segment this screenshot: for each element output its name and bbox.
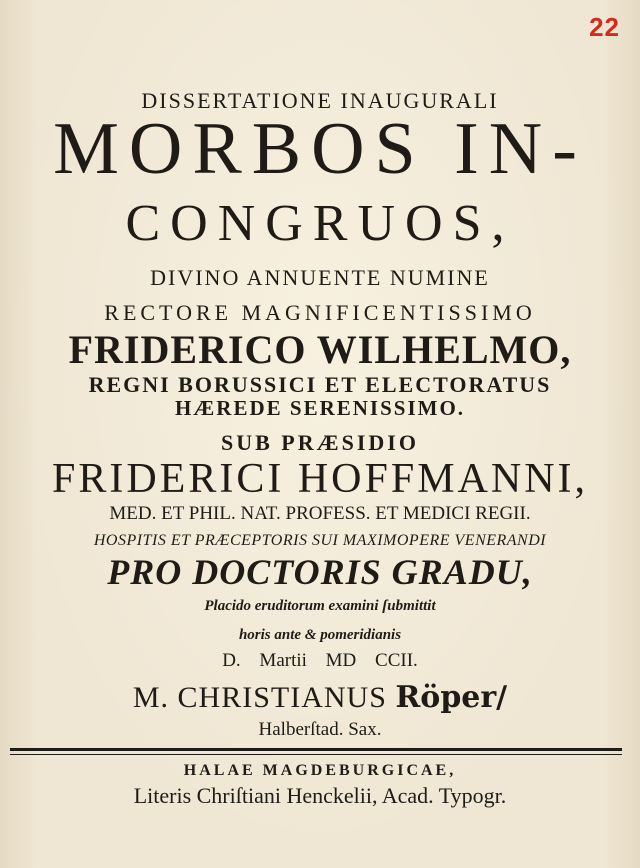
title-line-1: MORBOS IN- — [53, 108, 587, 190]
rector-title-1: REGNI BORUSSICI ET ELECTORATUS — [88, 372, 552, 397]
degree-line: PRO DOCTORIS GRADU, — [107, 552, 533, 592]
invocation-line: DIVINO ANNUENTE NUMINE — [150, 265, 490, 290]
author-prefix: M. CHRISTIANUS — [132, 681, 387, 714]
shelfmark-number: 22 — [589, 12, 620, 42]
dissertation-heading: DISSERTATIONE INAUGURALI — [141, 88, 499, 113]
submission-line: Placido eruditorum examini ſubmittit — [204, 598, 436, 614]
praeses-titles: MED. ET PHIL. NAT. PROFESS. ET MEDICI REGII. — [109, 503, 531, 524]
praeses-dedication: HOSPITIS ET PRÆCEPTORIS SUI MAXIMOPERE VENERANDI — [93, 532, 547, 549]
double-rule-bottom — [10, 754, 622, 755]
imprint-place: HALAE MAGDEBURGICAE, — [183, 762, 457, 779]
hours-line: horis ante & pomeridianis — [238, 627, 402, 643]
imprint-printer: Literis Chriſtiani Henckelii, Acad. Typogr. — [133, 783, 507, 808]
rector-line: RECTORE MAGNIFICENTISSIMO — [104, 300, 536, 325]
double-rule-top — [10, 748, 622, 751]
author-line — [0, 680, 640, 716]
title-line-2: CONGRUOS, — [125, 195, 515, 252]
rector-name: FRIDERICO WILHELMO, — [68, 327, 572, 372]
date-line: D. Martii MD CCII. — [222, 650, 418, 671]
author-origin: Halberſtad. Sax. — [258, 719, 382, 740]
praeses-name: FRIDERICI HOFFMANNI, — [51, 456, 589, 502]
rector-title-2: HÆREDE SERENISSIMO. — [174, 396, 466, 420]
presidium-line: SUB PRÆSIDIO — [221, 430, 419, 455]
author-surname: Röper/ — [395, 680, 508, 715]
